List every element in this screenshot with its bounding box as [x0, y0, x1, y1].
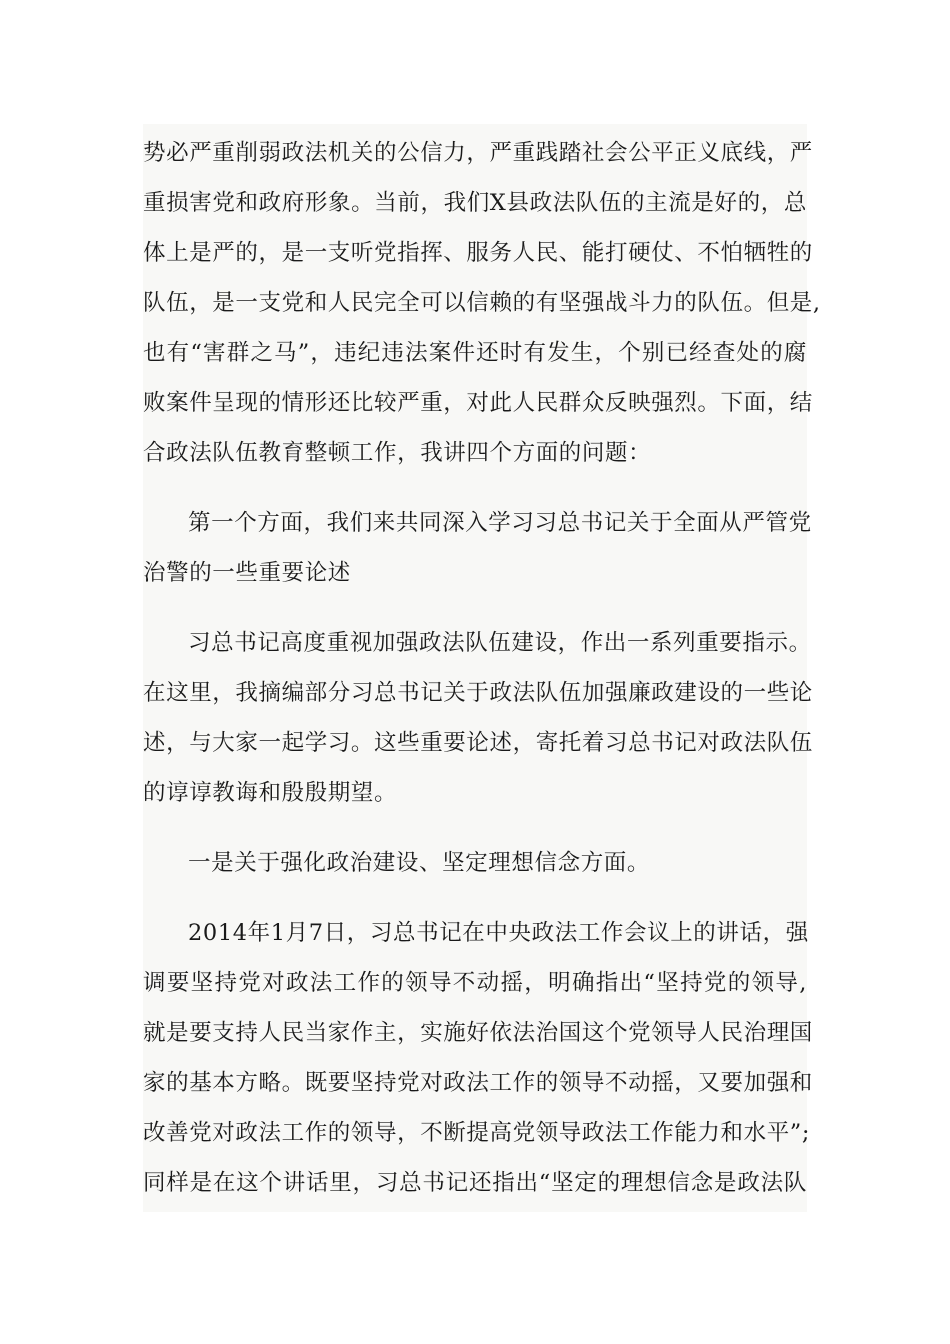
text-line: 合政法队伍教育整顿工作，我讲四个方面的问题： — [143, 440, 652, 466]
section-heading-line: 治警的一些重要论述 — [143, 560, 351, 586]
text-line: 重损害党和政府形象。当前，我们X县政法队伍的主流是好的，总 — [143, 190, 807, 216]
text-line: 势必严重削弱政法机关的公信力，严重践踏社会公平正义底线，严 — [143, 140, 813, 166]
text-line: 同样是在这个讲话里，习总书记还指出“坚定的理想信念是政法队 — [143, 1170, 807, 1196]
text-line: 的谆谆教诲和殷殷期望。 — [143, 780, 398, 806]
text-line: 家的基本方略。既要坚持党对政法工作的领导不动摇，又要加强和 — [143, 1070, 813, 1096]
text-line: 也有“害群之马”，违纪违法案件还时有发生，个别已经查处的腐 — [143, 340, 807, 366]
text-line: 改善党对政法工作的领导，不断提高党领导政法工作能力和水平”; — [143, 1120, 811, 1146]
text-line: 调要坚持党对政法工作的领导不动摇，明确指出“坚持党的领导, — [143, 970, 807, 996]
document-body — [143, 124, 821, 1212]
section-heading-line: 第一个方面，我们来共同深入学习习总书记关于全面从严管党 — [188, 510, 812, 536]
text-line: 败案件呈现的情形还比较严重，对此人民群众反映强烈。下面，结 — [143, 390, 813, 416]
text-line: 习总书记高度重视加强政法队伍建设，作出一系列重要指示。 — [188, 630, 812, 656]
text-line: 2014年1月7日，习总书记在中央政法工作会议上的讲话，强 — [188, 920, 809, 946]
text-line: 在这里，我摘编部分习总书记关于政法队伍加强廉政建设的一些论 — [143, 680, 813, 706]
text-line: 述，与大家一起学习。这些重要论述，寄托着习总书记对政法队伍 — [143, 730, 813, 756]
text-line: 体上是严的，是一支听党指挥、服务人民、能打硬仗、不怕牺牲的 — [143, 240, 813, 266]
text-line: 队伍，是一支党和人民完全可以信赖的有坚强战斗力的队伍。但是, — [143, 290, 821, 316]
text-line: 就是要支持人民当家作主，实施好依法治国这个党领导人民治理国 — [143, 1020, 813, 1046]
subheading-line: 一是关于强化政治建设、坚定理想信念方面。 — [188, 850, 651, 876]
